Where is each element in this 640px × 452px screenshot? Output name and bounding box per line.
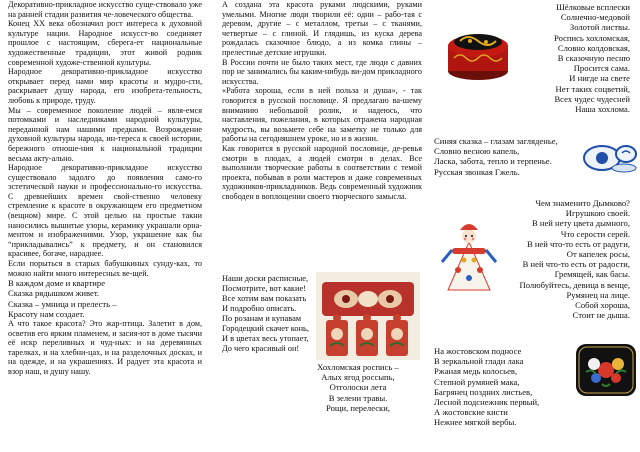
paragraph: А создана эта красота руками людскими, руками умелыми. Многие люди творили её: одни – рабо-тая с деревом, другие – с металлом, третьи – с тканями, четвертые – с глиной. И глядишь, из куска дерева рождалась сказочное блюдо, а из комка глины – прелестные детские игрушки.	[222, 0, 422, 57]
beauty-paragraph: А что такое красота? Это жар-птица. Залетит в дом, осветив его ярким пламенем, и засия-ют в доме тысячи её искр переливных и чуд-ных: и на деревянных тарелках, и на хлебни-цах, и на разделочных досках, и на одежде, и на украшениях. И радует эта красота и взор наш, и душу нашу.	[8, 319, 202, 376]
paragraph: Если порыться в старых бабушкиных сунду-ках, то можно найти много интересных ве-щей.	[8, 259, 202, 278]
paragraph: Народное декоративно-прикладное искусство открывает перед нами мир красоты и мудро-сти, раскрывает душу народа, его изобрета-тельность, любовь к природе, труду.	[8, 67, 202, 105]
main-text	[222, 0, 422, 201]
dymkovo-verse: Чем знаменито Дымково? Игрушкою своей. В ней нету цвета дымного, Что серости серей. В ней что-то есть от радуги, От капелек росы, В ней что-то есть от радости, Гремящей, как басы. Полюбуйтесь, девица в венце, Румянец на лице. Собой хороша, Стоит не дыша.	[519, 198, 630, 321]
dymkovo-toy-image	[436, 212, 502, 296]
paragraph: Как говорится в русской народной пословице, де-ревья смотри в плодах, а людей смотри в делах. Все выполнили творческие работы в соответствии с темой проекта, побывав в роли мастеров и даже современных художников-прикладников. Ведь современный художник свободен в воплощении своего творческого замысла.	[222, 143, 422, 201]
paragraph: В России почти не было таких мест, где люди с давних пор не занимались бы каким-нибудь ви-дом прикладного искусства.	[222, 57, 422, 86]
zhostovo-verse: На жостовском подносе В зеркальной глади лака Ржаная медь колосьев, Степной румяней мака, Багрянец поздних листьев, Лесной подснежник первый, А жостовские кисти Нежнее мягкой вербы.	[434, 346, 540, 428]
zhostovo-tray-image	[574, 340, 638, 400]
column-2	[222, 0, 422, 452]
column-1	[8, 0, 202, 452]
khokhloma-box-icon	[440, 16, 516, 84]
paragraph: Декоративно-прикладное искусство суще-ствовало уже на ранней стадии развития че-ловеческого общества.	[8, 0, 202, 19]
gzhel-image	[582, 136, 638, 174]
paragraph: Мы – современное поколение людей – явля-емся потомками и наследниками народной культуры, переданной нам нашими предками. Возрождение духовной культуры народа, ин-тереса к своей истории, бережного отноше-ния к национальной традиции весьма акту-ально.	[8, 105, 202, 163]
gzhel-icon	[582, 136, 638, 174]
fairy-tale-verse: В каждом доме и квартире Сказка рядышком живет. Сказка – умница и прелесть – Красоту нам создает.	[8, 278, 117, 319]
gzhel-verse: Синяя сказка – глазам загляденье, Словно весною капель, Ласка, забота, тепло и терпенье. Русская звонкая Гжель.	[434, 136, 558, 177]
khokhloma-verse-continued: Шёлковые всплески Солнечно-медовой Золотой листвы. Роспись хохломская, Словно колдовская, В сказочную песню Просится сама. И нигде на свете Нет таких соцветий, Всех чудес чудесней Наша хохлома.	[554, 2, 630, 115]
gorodets-boards-image	[316, 272, 420, 360]
paragraph: «Работа хороша, если в ней польза и душа», - так говорится в русской пословице. Я предлагаю ва-шему вниманию небольшой ролик, и надеюсь, что наставления, пожелания, в которых отражена народная мудрость, вы возьмете себе на заметку не только для работы на сегодняшнем уроке, но и в жизни.	[222, 86, 422, 144]
paragraph: Конец XX века обозначил рост интереса к духовной культуре нации. Народное искусст-во соединяет прошлое с настоящим, сберега-ет национальные художественные традиции, этот живой родник современной художе-ственной культуры.	[8, 19, 202, 67]
khokhloma-box-image	[440, 16, 516, 84]
gorodets-verse: Наши доски расписные, Посмотрите, вот какие! Все хотим вам показать И подробно описать. По розанам и купавам Городецкий скачет конь, И в цветах весь утопает, До чего красивый он!	[222, 274, 309, 353]
khokhloma-verse: Хохломская роспись – Алых ягод россыпь, Отголоски лета В зелени травы. Рощи, перелески,	[317, 362, 399, 413]
intro-text	[8, 0, 202, 278]
zhostovo-tray-icon	[574, 340, 638, 400]
gorodets-boards-icon	[316, 272, 420, 360]
dymkovo-toy-icon	[436, 212, 502, 296]
paragraph: Народное декоративно-прикладное искусство существовало задолго до появления само-го эстетической науки и профессионально-го искусства. С древнейших времен свой-ственно человеку стремление к красоте в окружающем его предметном (вещном) мире. С этой целью на простые такни наносились вышитые узоры, керамику украшали орна-ментом и изображениями. Узор, украшение как бы “прикладывались” к предмету, и он становился красивее, богаче, нараднее.	[8, 163, 202, 259]
